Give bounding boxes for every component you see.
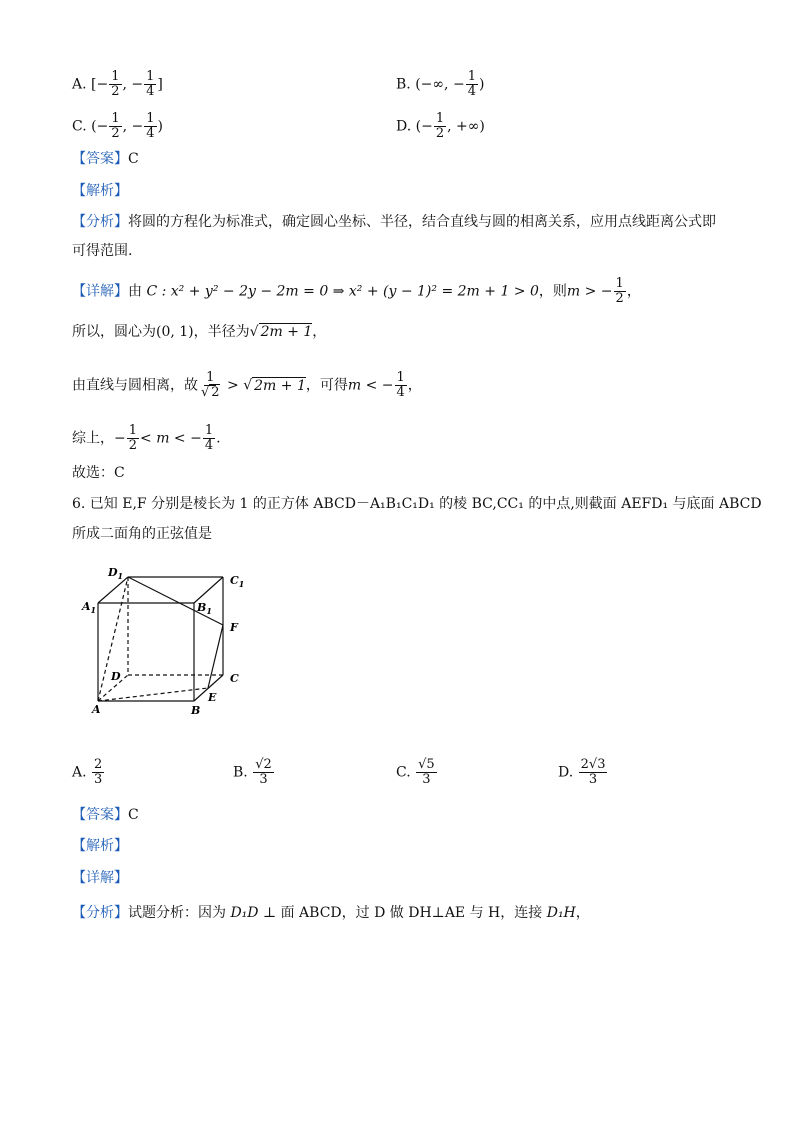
edge-b1c1 — [194, 577, 223, 603]
q6-answer: 【答案】C — [72, 807, 139, 823]
q5-summary-line: 综上，− $\frac{1}{2}$ < m < − $\frac{1}{4}$ . — [72, 423, 221, 453]
q6-option-d: D. $\frac{2√3}{3}$ — [558, 757, 606, 787]
label-d1: $D_1$ — [108, 566, 124, 581]
q5-fenxi-line2: 可得范围. — [72, 243, 133, 259]
q6-option-b: B. $\frac{√2}{3}$ — [233, 757, 272, 787]
label-e: E — [208, 691, 217, 704]
q6-stem-line2: 所成二面角的正弦值是 — [72, 526, 212, 542]
q5-separation-line: 由直线与圆相离，故 $\frac{1}{√ 2}$ > √ 2m + 1，可得m < − $\frac{1}{4}$ ， — [72, 370, 422, 400]
q5-option-c: C. (− $\frac{1}{2}$ , − $\frac{1}{4}$ ) — [72, 111, 163, 141]
q6-option-a: A. $\frac{2}{3}$ — [72, 757, 103, 787]
q5-option-a: A. [− $\frac{1}{2}$ , − $\frac{1}{4}$ ] — [72, 69, 163, 99]
q5-analysis-heading: 【解析】 — [72, 183, 128, 199]
label-a1: $A_1$ — [82, 600, 97, 615]
q5-detail-line: 【详解】由 C : x² + y² − 2y − 2m = 0 ⇒ x² + (y − 1)² = 2m + 1 > 0，则m > − $\frac{1}{2}$ ， — [72, 276, 641, 306]
label-c: C — [230, 672, 239, 685]
cube-figure — [80, 564, 260, 724]
q5-option-b: B. (−∞, − $\frac{1}{4}$ ) — [396, 69, 485, 99]
edge-ae — [98, 688, 208, 701]
edge-d1f — [128, 577, 223, 625]
q6-fenxi-line: 【分析】试题分析：因为 D₁D ⊥ 面 ABCD，过 D 做 DH⊥AE 与 H，连接 D₁H， — [72, 905, 590, 921]
q5-answer: 【答案】C — [72, 151, 139, 167]
q6-detail-heading: 【详解】 — [72, 870, 128, 886]
q6-analysis-heading: 【解析】 — [72, 838, 128, 854]
q5-center-line: 所以，圆心为(0, 1)，半径为√ 2m + 1， — [72, 324, 327, 340]
label-d: D — [111, 670, 121, 683]
label-c1: $C_1$ — [230, 574, 245, 589]
q5-fenxi-line1: 【分析】将圆的方程化为标准式，确定圆心坐标、半径，结合直线与圆的相离关系，应用点线距离公式即 — [72, 214, 716, 230]
label-f: F — [230, 621, 238, 634]
edge-fe — [208, 625, 223, 688]
q6-stem-line1: 6. 已知 E,F 分别是棱长为 1 的正方体 ABCD－A₁B₁C₁D₁ 的棱 BC,CC₁ 的中点,则截面 AEFD₁ 与底面 ABCD — [72, 496, 762, 512]
q6-option-c: C. $\frac{√5}{3}$ — [396, 757, 435, 787]
edge-a1d1 — [98, 577, 128, 603]
q5-choose: 故选：C — [72, 465, 125, 481]
label-b: B — [191, 704, 201, 717]
label-b1: $B_1$ — [197, 601, 212, 616]
label-a: A — [92, 703, 101, 716]
q5-option-d: D. (− $\frac{1}{2}$ , +∞) — [396, 111, 485, 141]
